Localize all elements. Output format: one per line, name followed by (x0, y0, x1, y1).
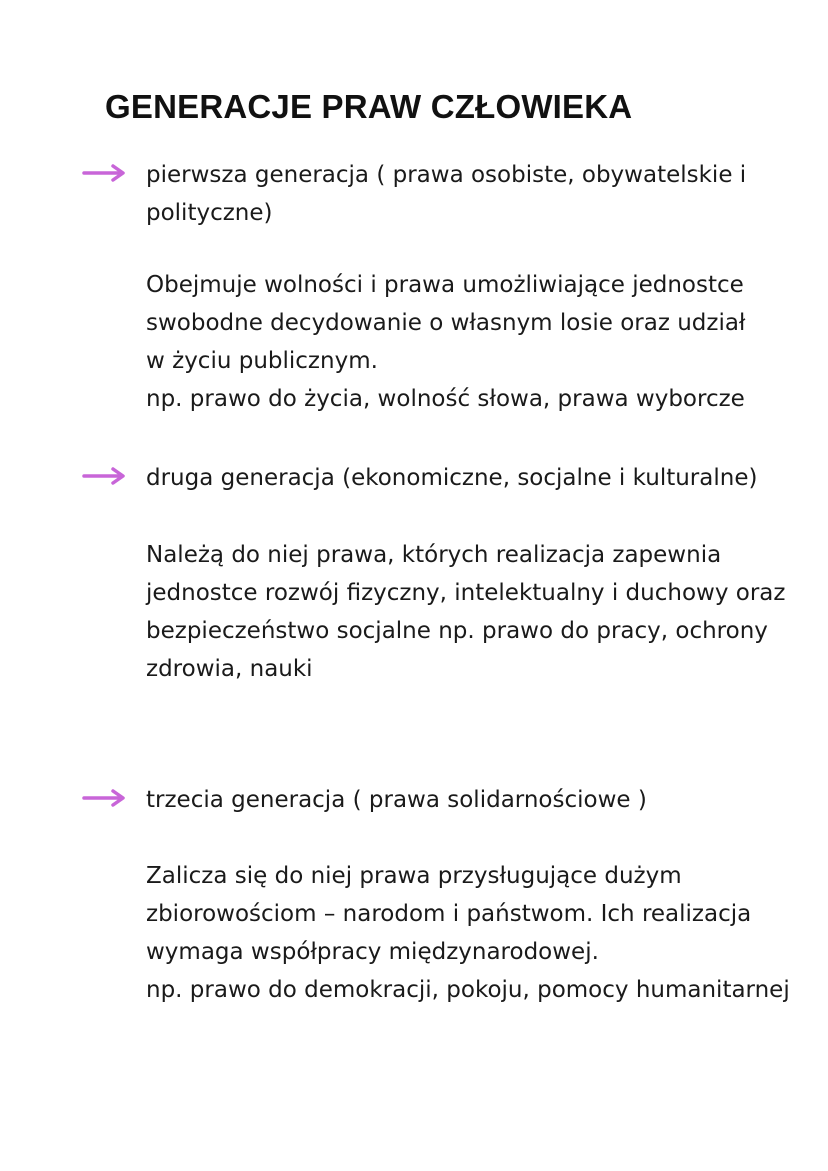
right-arrow-icon (82, 163, 128, 183)
right-arrow-icon (82, 788, 128, 808)
section-3-heading-line-1: trzecia generacja ( prawa solidarnościowe ) (146, 787, 647, 813)
right-arrow-icon (82, 466, 128, 486)
section-2-body-line-4: zdrowia, nauki (146, 656, 313, 682)
section-1-heading-line-2: polityczne) (146, 200, 273, 226)
section-1-body-line-3: w życiu publicznym. (146, 348, 378, 374)
section-2-heading-line-1: druga generacja (ekonomiczne, socjalne i kulturalne) (146, 465, 758, 491)
section-3-body-line-3: wymaga współpracy międzynarodowej. (146, 939, 599, 965)
section-1-body-line-1: Obejmuje wolności i prawa umożliwiające jednostce (146, 272, 744, 298)
page-title: GENERACJE PRAW CZŁOWIEKA (105, 88, 633, 125)
section-3-body-line-4: np. prawo do demokracji, pokoju, pomocy humanitarnej (146, 977, 790, 1003)
section-2-body-line-3: bezpieczeństwo socjalne np. prawo do pracy, ochrony (146, 618, 768, 644)
section-3-body-line-2: zbiorowościom – narodom i państwom. Ich realizacja (146, 901, 752, 927)
section-1-body-line-4: np. prawo do życia, wolność słowa, prawa wyborcze (146, 386, 745, 412)
section-3-body-line-1: Zalicza się do niej prawa przysługujące dużym (146, 863, 682, 889)
section-1-heading-line-1: pierwsza generacja ( prawa osobiste, obywatelskie i (146, 162, 747, 188)
section-2-body-line-1: Należą do niej prawa, których realizacja zapewnia (146, 542, 722, 568)
section-1-body-line-2: swobodne decydowanie o własnym losie oraz udział (146, 310, 746, 336)
section-2-body-line-2: jednostce rozwój fizyczny, intelektualny i duchowy oraz (146, 580, 786, 606)
